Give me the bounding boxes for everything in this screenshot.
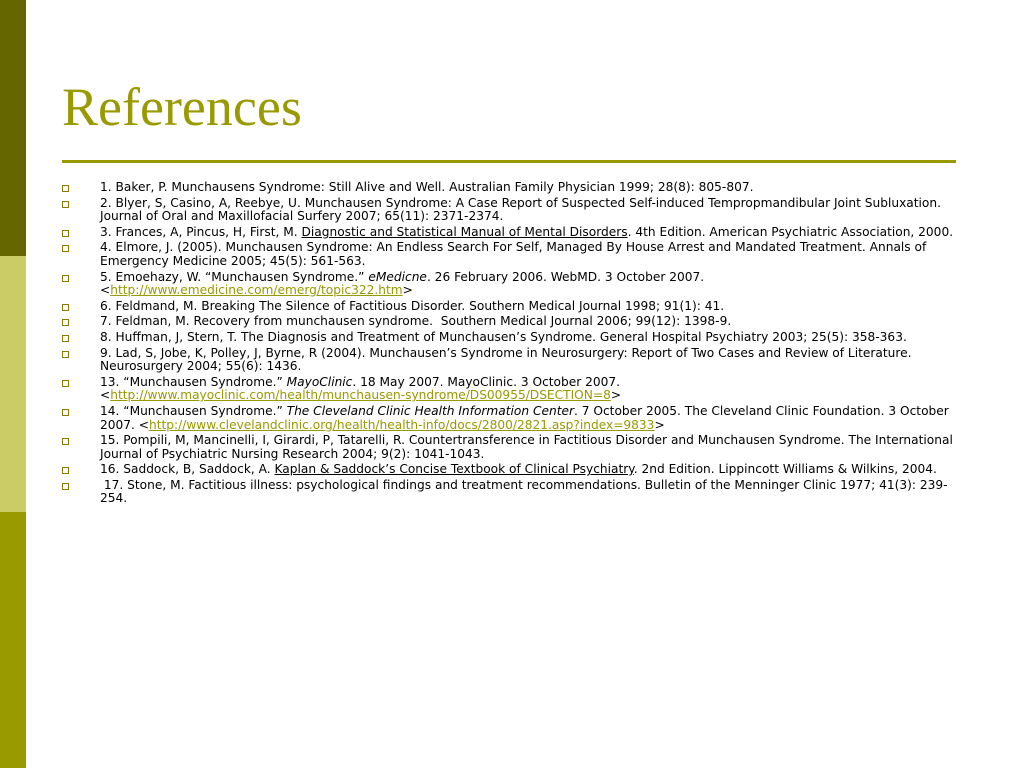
- reference-text: 4. Elmore, J. (2005). Munchausen Syndrome: An Endless Search For Self, Managed By House Arrest and Mandated Treatment. Annals of Emergency Medicine 2005; 45(5): 561-563.: [100, 240, 927, 268]
- reference-item-1: [62, 181, 962, 195]
- hollow-square-bullet-icon: [62, 201, 69, 208]
- reference-text: 3. Frances, A, Pincus, H, First, M. Diagnostic and Statistical Manual of Mental Disorders. 4th Edition. American Psychiatric Association, 2000.: [100, 224, 954, 239]
- book-title: Kaplan & Saddock’s Concise Textbook of Clinical Psychiatry: [274, 462, 634, 477]
- hollow-square-bullet-icon: [62, 483, 69, 490]
- hollow-square-bullet-icon: [62, 275, 69, 282]
- reference-text: 16. Saddock, B, Saddock, A. Kaplan & Saddock’s Concise Textbook of Clinical Psychiatry. 2nd Edition. Lippincott Williams & Wilkins, 2004.: [100, 462, 937, 477]
- hollow-square-bullet-icon: [62, 467, 69, 474]
- reference-text: 8. Huffman, J, Stern, T. The Diagnosis and Treatment of Munchausen’s Syndrome. General Hospital Psychiatry 2003; 25(5): 358-363.: [100, 329, 907, 344]
- reference-item-5: [62, 271, 962, 298]
- slide-title: References: [62, 77, 302, 137]
- reference-item-13: [62, 376, 962, 403]
- hollow-square-bullet-icon: [62, 409, 69, 416]
- hollow-square-bullet-icon: [62, 438, 69, 445]
- reference-text: 2. Blyer, S, Casino, A, Reebye, U. Munchausen Syndrome: A Case Report of Suspected Self-induced Tempropmandibular Joint Subluxation. Journal of Oral and Maxillofacial Surfery 2007; 65(11): 2371-2374.: [100, 195, 941, 224]
- reference-item-17: [62, 479, 962, 506]
- hollow-square-bullet-icon: [62, 351, 69, 358]
- reference-list: [62, 181, 962, 508]
- reference-item-6: [62, 300, 962, 314]
- side-bar-top: [0, 0, 26, 256]
- reference-text: 6. Feldmand, M. Breaking The Silence of Factitious Disorder. Southern Medical Journal 1998; 91(1): 41.: [100, 298, 725, 313]
- hollow-square-bullet-icon: [62, 185, 69, 192]
- hollow-square-bullet-icon: [62, 335, 69, 342]
- reference-text: 5. Emoehazy, W. “Munchausen Syndrome.” eMedicne. 26 February 2006. WebMD. 3 October 2007. <http://www.emedicine.com/emerg/topic322.htm>: [100, 269, 705, 298]
- hollow-square-bullet-icon: [62, 380, 69, 387]
- source-title: eMedicne: [368, 269, 427, 284]
- title-divider: [62, 160, 956, 163]
- reference-item-14: [62, 405, 962, 432]
- reference-text: 14. “Munchausen Syndrome.” The Cleveland Clinic Health Information Center. 7 October 2005. The Cleveland Clinic Foundation. 3 October 2007. <http://www.clevelandclinic.org/health/health-info/docs/2800/2821.asp?index=9833>: [100, 403, 949, 432]
- hollow-square-bullet-icon: [62, 230, 69, 237]
- reference-link[interactable]: http://www.emedicine.com/emerg/topic322.htm: [110, 283, 403, 298]
- book-title: Diagnostic and Statistical Manual of Mental Disorders: [301, 224, 628, 239]
- reference-text: 7. Feldman, M. Recovery from munchausen syndrome. Southern Medical Journal 2006; 99(12): 1398-9.: [100, 314, 732, 329]
- reference-item-2: [62, 197, 962, 224]
- reference-link[interactable]: http://www.mayoclinic.com/health/munchausen-syndrome/DS00955/DSECTION=8: [110, 388, 611, 403]
- hollow-square-bullet-icon: [62, 245, 69, 252]
- source-title: MayoClinic: [286, 374, 353, 389]
- reference-text: 13. “Munchausen Syndrome.” MayoClinic. 18 May 2007. MayoClinic. 3 October 2007. <http://www.mayoclinic.com/health/munchausen-syndrome/DS00955/DSECTION=8>: [100, 374, 622, 403]
- reference-item-7: [62, 315, 962, 329]
- reference-text: 9. Lad, S, Jobe, K, Polley, J, Byrne, R (2004). Munchausen’s Syndrome in Neurosurgery: Report of Two Cases and Review of Literature. Neurosurgery 2004; 55(6): 1436.: [100, 345, 912, 374]
- side-bar-middle: [0, 256, 26, 512]
- reference-item-8: [62, 331, 962, 345]
- reference-item-9: [62, 347, 962, 374]
- side-bar-bottom: [0, 512, 26, 768]
- reference-text: 17. Stone, M. Factitious illness: psychological findings and treatment recommendations. Bulletin of the Menninger Clinic 1977; 41(3): 239-254.: [100, 477, 948, 506]
- hollow-square-bullet-icon: [62, 319, 69, 326]
- reference-item-3: [62, 226, 962, 240]
- hollow-square-bullet-icon: [62, 304, 69, 311]
- reference-text: 1. Baker, P. Munchausens Syndrome: Still Alive and Well. Australian Family Physician 1999; 28(8): 805-807.: [100, 180, 754, 194]
- reference-item-15: [62, 434, 962, 461]
- reference-item-16: [62, 463, 962, 477]
- reference-item-4: [62, 241, 962, 268]
- reference-link[interactable]: http://www.clevelandclinic.org/health/health-info/docs/2800/2821.asp?index=9833: [148, 417, 655, 432]
- source-title: The Cleveland Clinic Health Information Center: [286, 403, 574, 418]
- reference-text: 15. Pompili, M, Mancinelli, I, Girardi, P, Tatarelli, R. Countertransference in Factitious Disorder and Munchausen Syndrome. The International Journal of Psychiatric Nursing Research 2004; 9(2): 1041-1043.: [100, 433, 953, 461]
